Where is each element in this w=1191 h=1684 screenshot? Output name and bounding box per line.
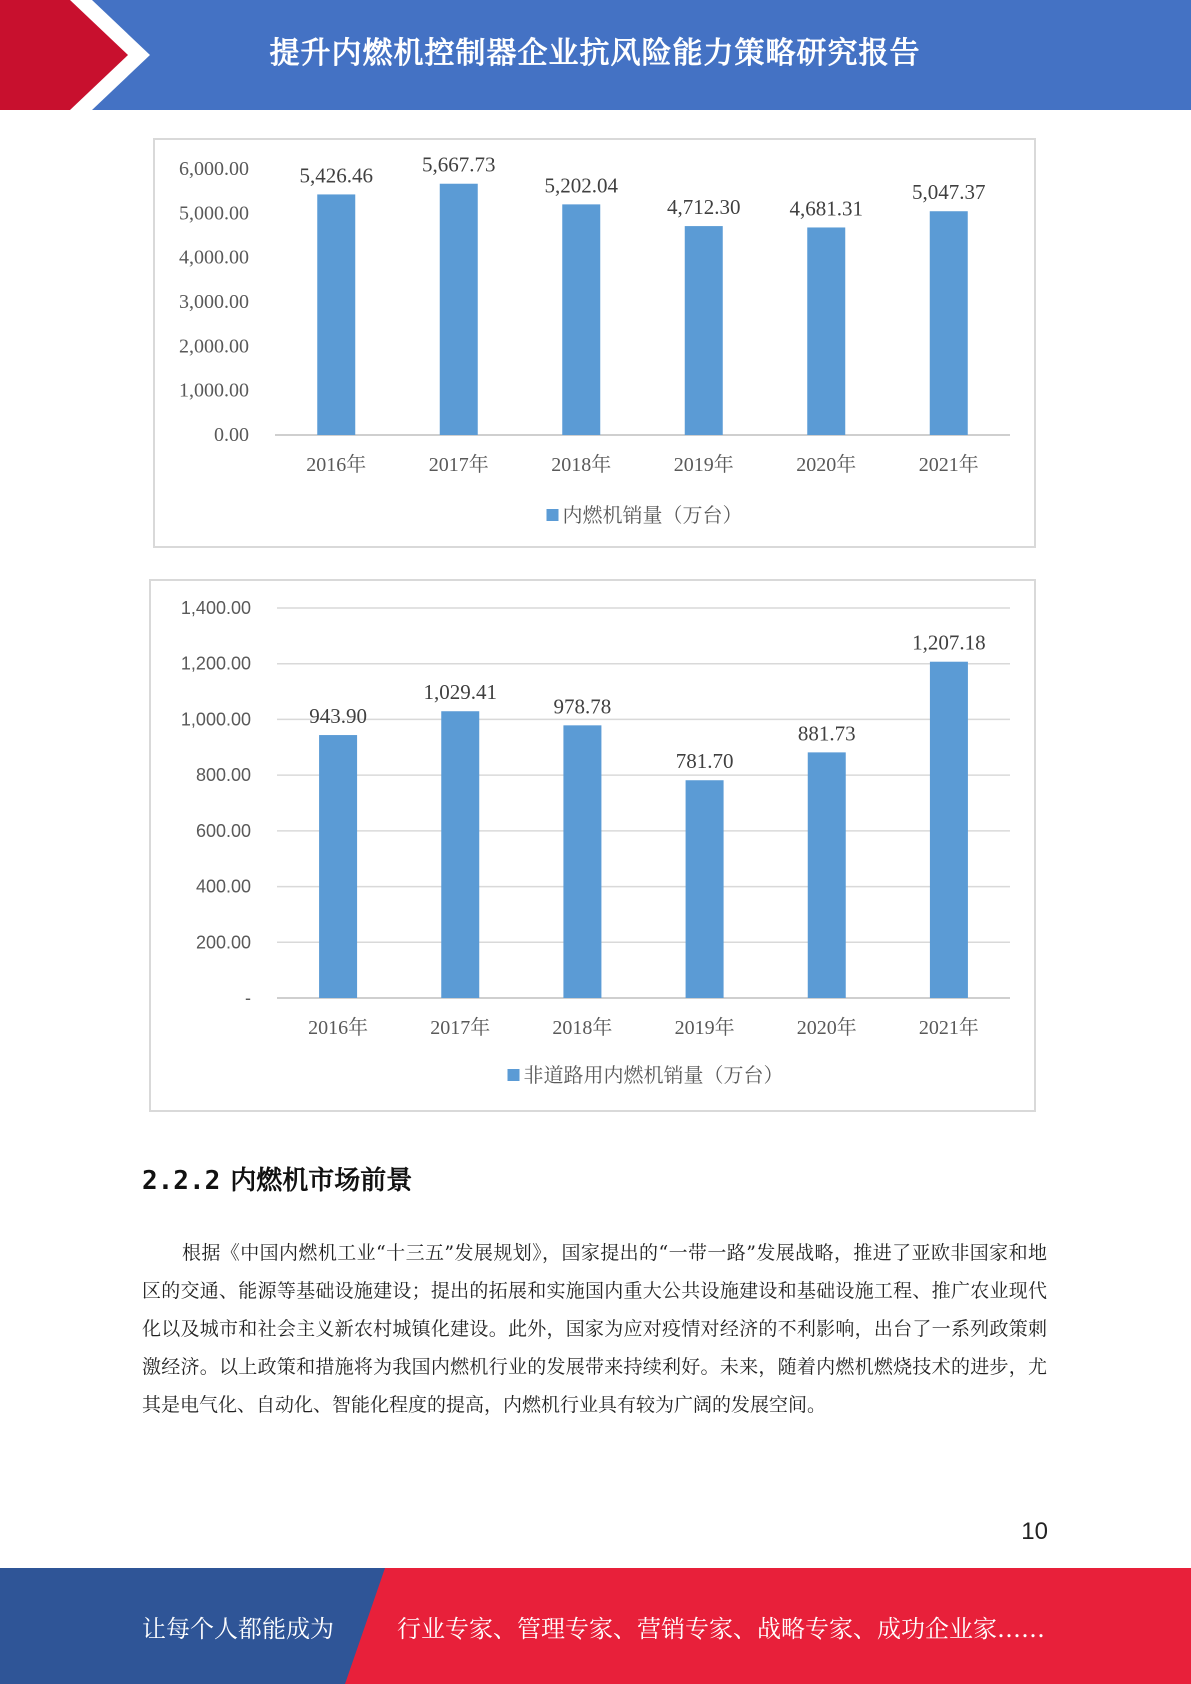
x-tick-label: 2019年: [674, 1017, 735, 1039]
y-tick-label: 1,000.00: [179, 379, 249, 402]
y-tick-label: 400.00: [195, 876, 251, 897]
data-label: 1,029.41: [423, 680, 497, 705]
y-tick-label: 800.00: [195, 765, 251, 786]
x-tick-label: 2021年: [918, 1017, 979, 1039]
x-tick-label: 2016年: [306, 454, 367, 476]
data-label: 5,047.37: [912, 180, 986, 205]
y-tick-label: 600.00: [195, 820, 251, 841]
engine-sales-chart: [153, 138, 1036, 548]
y-tick-label: 200.00: [195, 932, 251, 953]
x-tick-label: 2021年: [918, 454, 979, 476]
footer-banner: [0, 1568, 1191, 1684]
x-tick-label: 2020年: [796, 1017, 857, 1039]
x-tick-label: 2018年: [552, 1017, 613, 1039]
bar: [563, 725, 601, 998]
y-tick-label: 6,000.00: [179, 158, 249, 180]
y-tick-label: 1,400.00: [180, 598, 251, 618]
data-label: 4,712.30: [667, 195, 741, 220]
y-tick-label: -: [245, 988, 251, 1008]
y-tick-label: 1,200.00: [180, 653, 251, 674]
nonroad-engine-sales-chart-svg: [151, 581, 1038, 1114]
bar: [562, 204, 600, 435]
data-label: 781.70: [675, 749, 734, 774]
bar: [930, 211, 968, 435]
y-tick-label: 3,000.00: [179, 291, 249, 313]
y-tick-label: 1,000.00: [180, 709, 251, 730]
x-tick-label: 2017年: [428, 454, 489, 476]
x-tick-label: 2016年: [308, 1017, 369, 1039]
x-tick-label: 2018年: [551, 454, 612, 476]
data-label: 881.73: [797, 721, 856, 746]
legend-swatch: [547, 509, 559, 521]
section-number: 2.2.2: [142, 1166, 221, 1196]
bar: [686, 780, 724, 998]
bar: [440, 184, 478, 435]
y-tick-label: 5,000.00: [179, 202, 249, 225]
y-tick-label: 4,000.00: [179, 246, 249, 269]
bar: [319, 735, 357, 998]
legend-label: 内燃机销量（万台）: [562, 503, 743, 527]
legend-label: 非道路用内燃机销量（万台）: [523, 1063, 784, 1087]
footer-slogan-left: 让每个人都能成为: [142, 1614, 334, 1643]
data-label: 5,667.73: [422, 152, 496, 177]
data-label: 978.78: [553, 694, 612, 719]
bar: [930, 662, 968, 998]
report-title: 提升内燃机控制器企业抗风险能力策略研究报告: [269, 36, 921, 71]
x-tick-label: 2017年: [430, 1017, 491, 1039]
header-banner: [0, 0, 1191, 110]
y-tick-label: 0.00: [214, 424, 249, 446]
data-label: 943.90: [309, 704, 367, 729]
bar: [808, 752, 846, 998]
bar: [807, 227, 845, 435]
page-number: 10: [1021, 1518, 1048, 1545]
data-label: 5,426.46: [299, 163, 373, 188]
bar: [685, 226, 723, 435]
data-label: 5,202.04: [544, 173, 618, 198]
bar: [317, 194, 355, 435]
nonroad-engine-sales-chart: [149, 579, 1036, 1112]
legend-swatch: [508, 1069, 520, 1081]
data-label: 1,207.18: [912, 630, 986, 655]
data-label: 4,681.31: [789, 196, 863, 221]
engine-sales-chart-svg: [155, 140, 1038, 550]
bar: [441, 711, 479, 998]
x-tick-label: 2019年: [673, 454, 734, 476]
x-tick-label: 2020年: [796, 454, 857, 476]
section-heading: [142, 1160, 412, 1197]
body-paragraph: 根据《中国内燃机工业“十三五”发展规划》，国家提出的“一带一路”发展战略，推进了亚欧非国家和地区的交通、能源等基础设施建设；提出的拓展和实施国内重大公共设施建设和基础设施工程、推广农业现代化以及城市和社会主义新农村城镇化建设。此外，国家为应对疫情对经济的不利影响，出台了一系列政策刺激经济。以上政策和措施将为我国内燃机行业的发展带来持续利好。未来，随着内燃机燃烧技术的进步，尤其是电气化、自动化、智能化程度的提高，内燃机行业具有较为广阔的发展空间。: [142, 1242, 1047, 1416]
section-title: 内燃机市场前景: [230, 1166, 413, 1196]
y-tick-label: 2,000.00: [179, 335, 249, 358]
footer-slogan-right: 行业专家、管理专家、营销专家、战略专家、成功企业家……: [397, 1614, 1045, 1643]
